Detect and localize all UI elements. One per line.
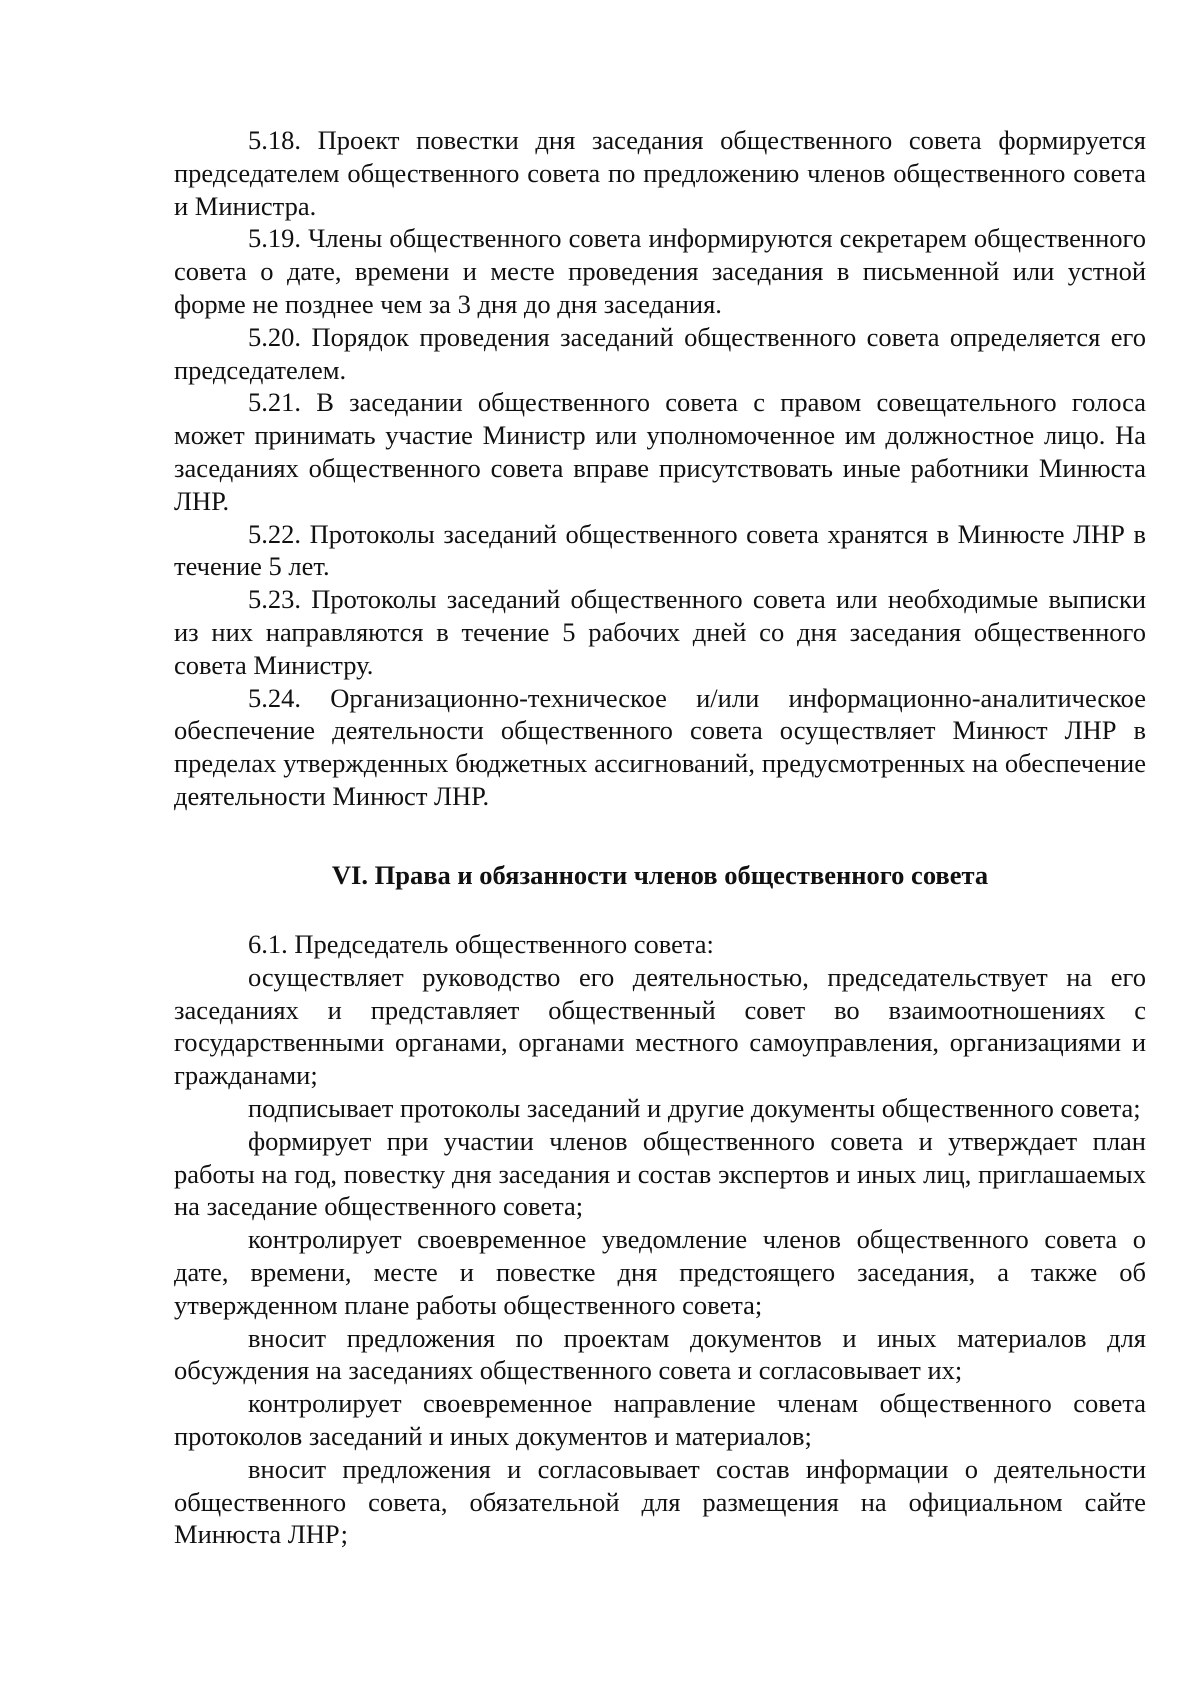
paragraph-5-21: 5.21. В заседании общественного совета с правом совещательного голоса может принимать участие Министр или уполномоченное им должностное лицо. На заседаниях общественного совета вправе присутствовать иные работники Минюста ЛНР.: [174, 387, 1146, 516]
chairman-duty-work-plan: формирует при участии членов общественного совета и утверждает план работы на год, повестку дня заседания и состав экспертов и иных лиц, приглашаемых на заседание общественного совета;: [174, 1125, 1146, 1222]
section-vi-heading: VI. Права и обязанности членов общественного совета: [331, 860, 989, 890]
chairman-duty-protocols-control: контролирует своевременное направление членам общественного совета протоколов заседаний и иных документов и материалов;: [174, 1388, 1146, 1451]
chairman-duty-notification-control: контролирует своевременное уведомление членов общественного совета о дате, времени, месте и повестке дня предстоящего заседания, а также об утвержденном плане работы общественного совета;: [174, 1224, 1146, 1320]
paragraph-5-19: 5.19. Члены общественного совета информируются секретарем общественного совета о дате, времени и месте проведения заседания в письменной или устной форме не позднее чем за 3 дня до дня заседания.: [174, 223, 1146, 319]
chairman-duty-website-info: вносит предложения и согласовывает состав информации о деятельности общественного совета, обязательной для размещения на официальном сайте Минюста ЛНР;: [174, 1453, 1146, 1550]
paragraph-5-20: 5.20. Порядок проведения заседаний общественного совета определяется его председателем.: [174, 321, 1146, 385]
paragraph-5-23: 5.23. Протоколы заседаний общественного совета или необходимые выписки из них направляются в течение 5 рабочих дней со дня заседания общественного совета Министру.: [174, 584, 1146, 680]
paragraph-5-24: 5.24. Организационно-техническое и/или информационно-аналитическое обеспечение деятельности общественного совета осуществляет Минюст ЛНР в пределах утвержденных бюджетных ассигнований, предусмотренных на обеспечение деятельности Минюст ЛНР.: [174, 682, 1146, 811]
section-v-continuation: [174, 124, 1146, 813]
chairman-duty-leadership: осуществляет руководство его деятельностью, председательствует на его заседаниях и представляет общественный совет во взаимоотношениях с государственными органами, органами местного самоуправления, организациями и гражданами;: [174, 961, 1146, 1091]
chairman-duty-proposals: вносит предложения по проектам документов и иных материалов для обсуждения на заседаниях общественного совета и согласовывает их;: [174, 1322, 1146, 1386]
paragraph-6-1: 6.1. Председатель общественного совета:: [248, 929, 714, 959]
paragraph-5-18: 5.18. Проект повестки дня заседания общественного совета формируется председателем общественного совета по предложению членов общественного совета и Министра.: [174, 125, 1146, 221]
paragraph-5-22: 5.22. Протоколы заседаний общественного совета хранятся в Минюсте ЛНР в течение 5 лет.: [174, 518, 1146, 582]
chairman-duty-signing: подписывает протоколы заседаний и другие документы общественного совета;: [248, 1092, 1141, 1123]
section-vi-body: [174, 928, 1146, 1551]
